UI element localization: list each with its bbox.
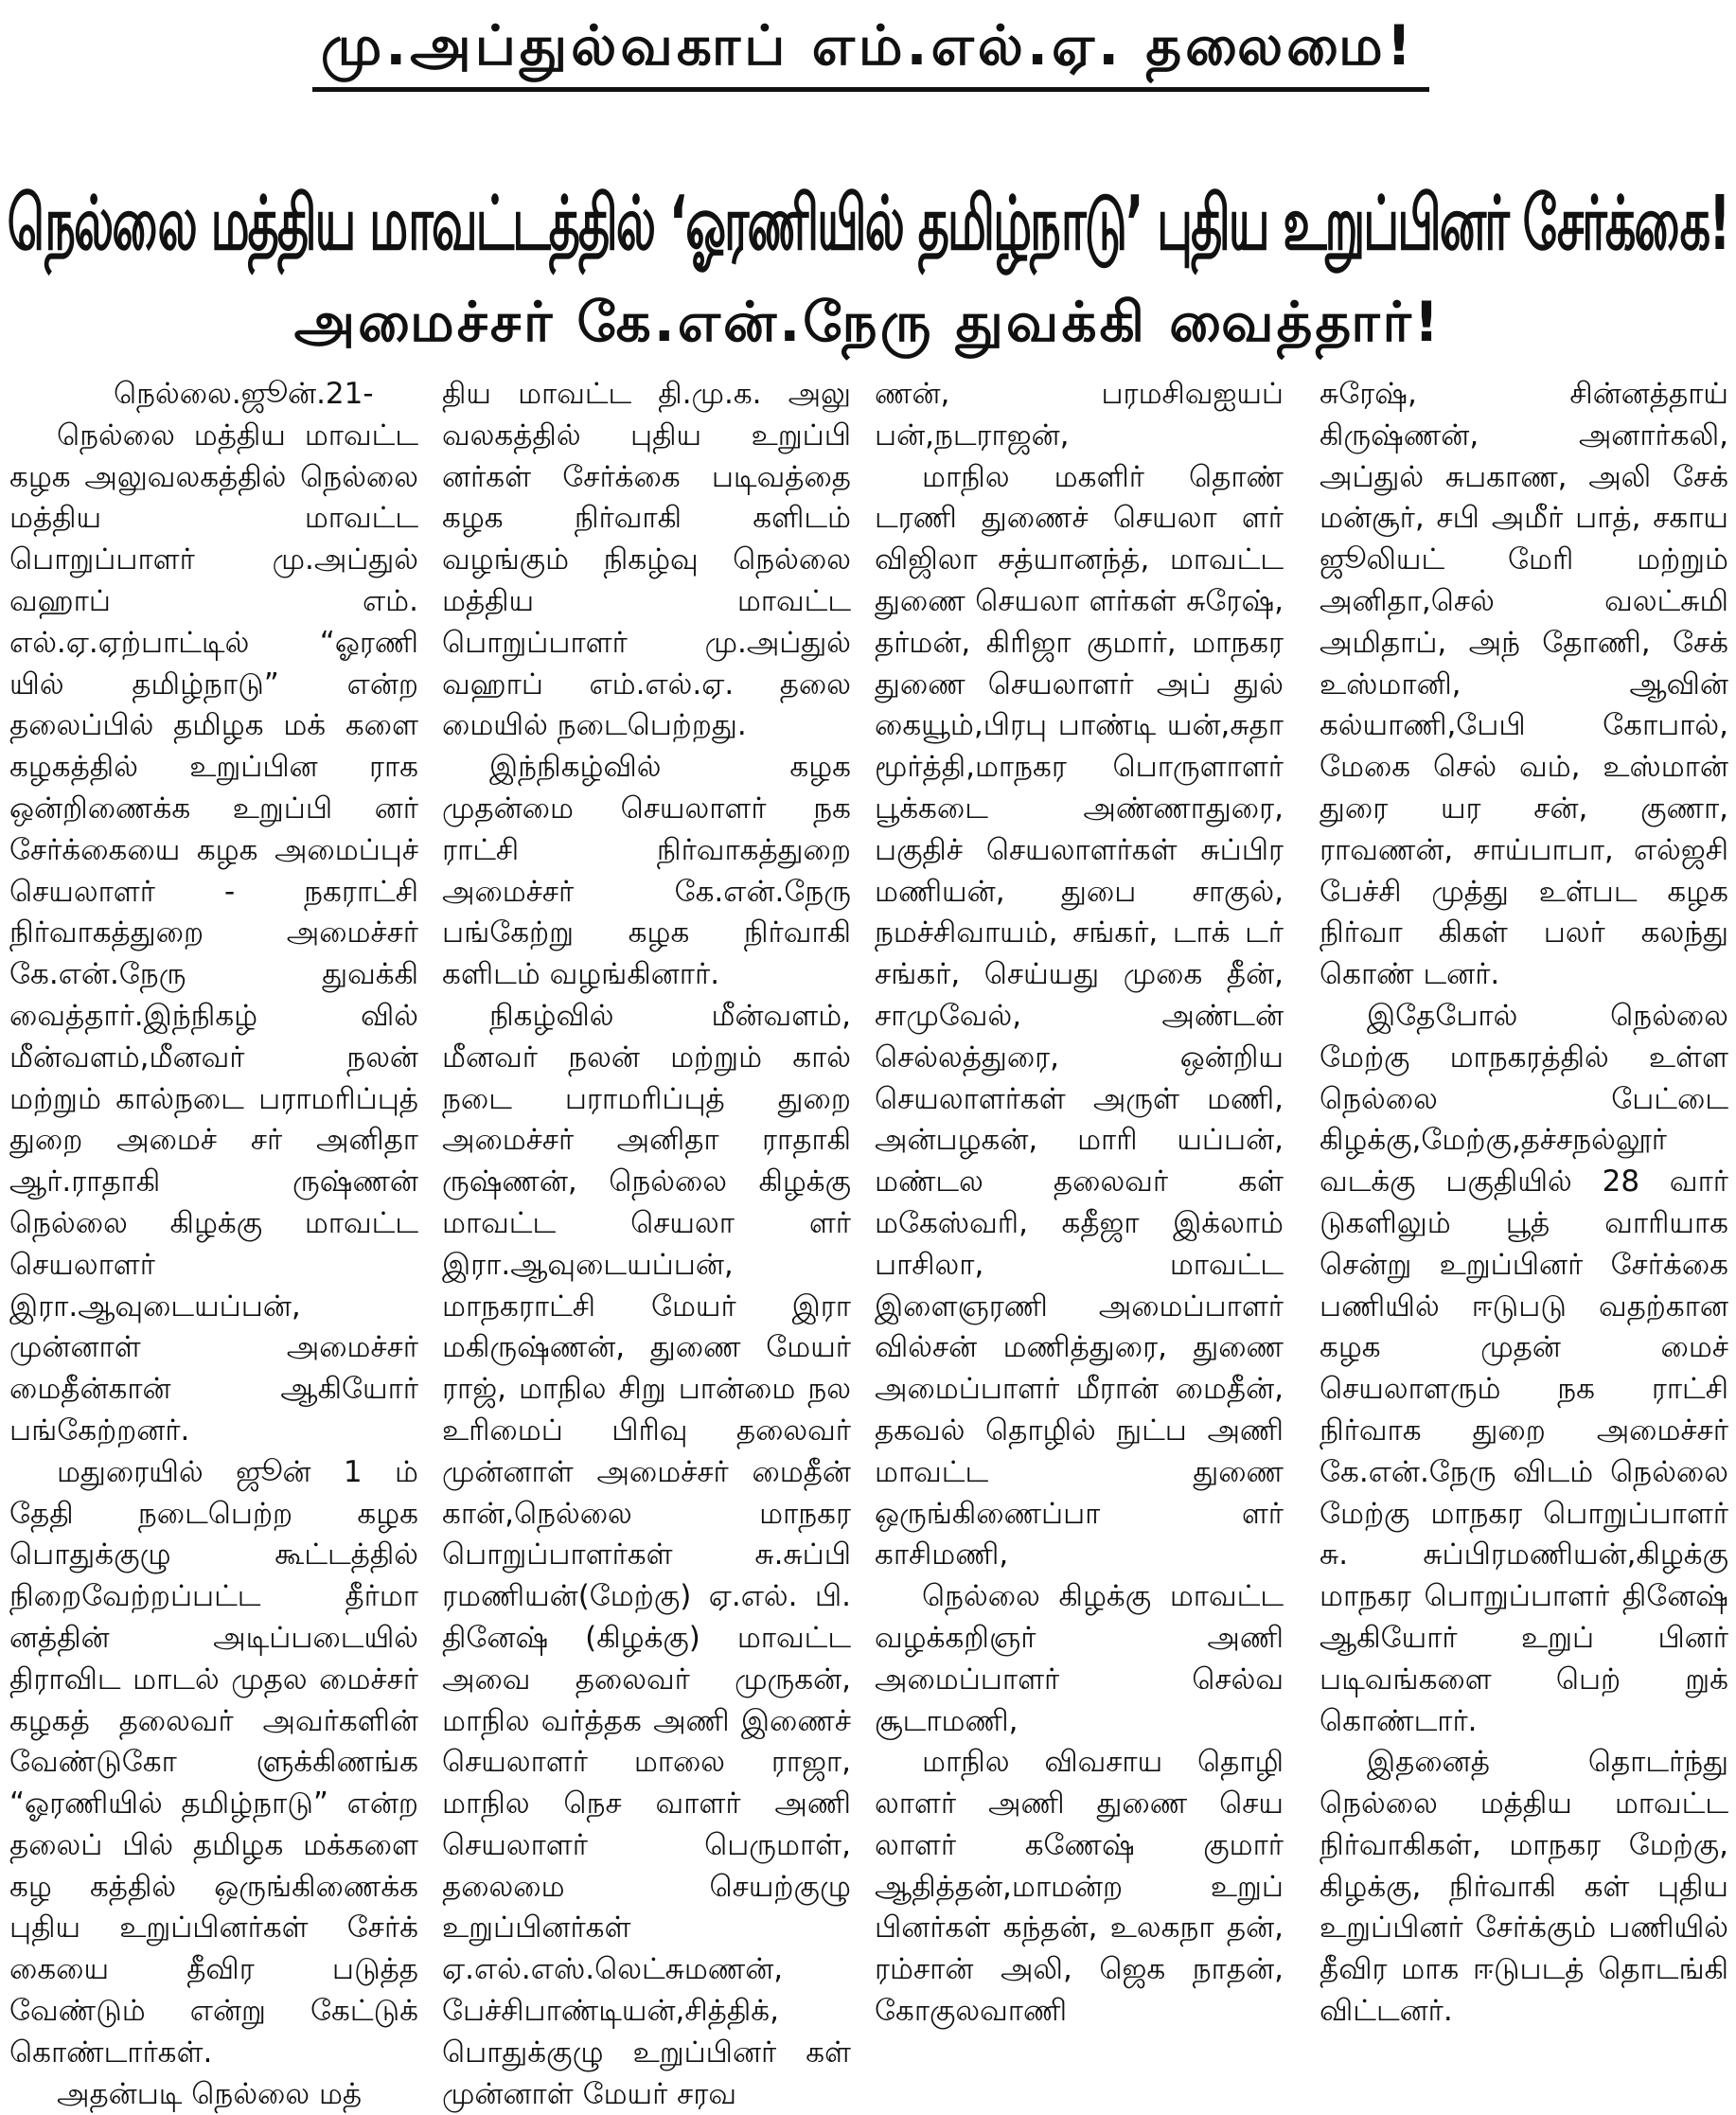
- article-body: [9, 374, 1728, 2111]
- paragraph: இந்நிகழ்வில் கழக முதன்மை செயலாளர் நக ராட்சி நிர்வாகத்துறை அமைச்சர் கே.என்.நேரு பங்கேற்று கழக நிர்வாகி களிடம் வழங்கினார்.: [442, 750, 851, 992]
- column-1: [9, 374, 418, 2111]
- column-3: [875, 374, 1284, 2069]
- paragraph: நிகழ்வில் மீன்வளம், மீனவர் நலன் மற்றும் கால் நடை பராமரிப்புத் துறை அமைச்சர் அனிதா ராதாகி ருஷ்ணன், நெல்லை கிழக்கு மாவட்ட செயலா ளர் இரா.ஆவுடையப்பன், மாநகராட்சி மேயர் இரா மகிருஷ்ணன், துணை மேயர் ராஜ், மாநில சிறு பான்மை நல உரிமைப் பிரிவு தலைவர் முன்னாள் அமைச்சர் மைதீன் கான்,நெல்லை மாநகர பொறுப்பாளர்கள் சு.சுப்பி ரமணியன்(மேற்கு) ஏ.எல். பி. தினேஷ் (கிழக்கு) மாவட்ட அவை தலைவர் முருகன், மாநில வர்த்தக அணி இணைச் செயலாளர் மாலை ராஜா, மாநில நெச வாளர் அணி செயலாளர் பெருமாள், தலைமை செயற்குழு உறுப்பினர்கள் ஏ.எல்.எஸ்.லெட்சுமணன், பேச்சிபாண்டியன்,சித்திக், பொதுக்குழு உறுப்பினர் கள் முன்னாள் மேயர் சரவ: [442, 998, 851, 2111]
- paragraph: மதுரையில் ஜூன் 1 ம் தேதி நடைபெற்ற கழக பொதுக்குழு கூட்டத்தில் நிறைவேற்றப்பட்ட தீர்மா னத்தின் அடிப்படையில் திராவிட மாடல் முதல மைச்சர் கழகத் தலைவர் அவர்களின் வேண்டுகோ ளுக்கிணங்க “ஓரணியில் தமிழ்நாடு” என்ற தலைப் பில் தமிழக மக்களை கழ கத்தில் ஒருங்கிணைக்க புதிய உறுப்பினர்கள் சேர்க் கையை தீவிர படுத்த வேண்டும் என்று கேட்டுக் கொண்டார்கள்.: [9, 1454, 418, 2070]
- main-headline: நெல்லை மத்திய மாவட்டத்தில் ‘ஓரணியில் தமிழ்நாடு’ புதிய உறுப்பினர் சேர்க்கை!: [7, 181, 1729, 269]
- subheadline: அமைச்சர் கே.என்.நேரு துவக்கி வைத்தார்!: [293, 290, 1443, 354]
- column-2: [442, 374, 851, 2111]
- paragraph: இதேபோல் நெல்லை மேற்கு மாநகரத்தில் உள்ள நெல்லை பேட்டை கிழக்கு,மேற்கு,தச்சநல்லூர் வடக்கு பகுதியில் 28 வார் டுகளிலும் பூத் வாரியாக சென்று உறுப்பினர் சேர்க்கை பணியில் ஈடுபடு வதற்கான கழக முதன் மைச் செயலாளரும் நக ராட்சி நிர்வாக துறை அமைச்சர் கே.என்.நேரு விடம் நெல்லை மேற்கு மாநகர பொறுப்பாளர் சு. சுப்பிரமணியன்,கிழக்கு மாநகர பொறுப்பாளர் தினேஷ் ஆகியோர் உறுப் பினர் படிவங்களை பெற் றுக் கொண்டார்.: [1320, 998, 1728, 1738]
- paragraph: ணன், பரமசிவஐயப் பன்,நடராஜன்,: [875, 377, 1284, 453]
- paragraph: அதன்படி நெல்லை மத்: [57, 2076, 363, 2111]
- paragraph: சுரேஷ், சின்னத்தாய் கிருஷ்ணன், அனார்கலி, அப்துல் சுபகாண, அலி சேக் மன்சூர், சபி அமீர் பாத், சகாய ஜூலியட் மேரி மற்றும் அனிதா,செல் வலட்சுமி அமிதாப், அந் தோணி, சேக் உஸ்மானி, ஆவின் கல்யாணி,பேபி கோபால், மேகை செல் வம், உஸ்மான் துரை யர சன், குணா, ராவணன், சாய்பாபா, எல்ஜசி பேச்சி முத்து உள்பட கழக நிர்வா கிகள் பலர் கலந்து கொண் டனர்.: [1320, 377, 1728, 992]
- paragraph: இதனைத் தொடர்ந்து நெல்லை மத்திய மாவட்ட நிர்வாகிகள், மாநகர மேற்கு, கிழக்கு, நிர்வாகி கள் புதிய உறுப்பினர் சேர்க்கும் பணியில் தீவிர மாக ஈடுபடத் தொடங்கி விட்டனர்.: [1320, 1745, 1728, 2029]
- dateline: நெல்லை.ஜூன்.21-: [114, 377, 374, 411]
- paragraph: நெல்லை மத்திய மாவட்ட கழக அலுவலகத்தில் நெல்லை மத்திய மாவட்ட பொறுப்பாளர் மு.அப்துல் வஹாப் எம். எல்.ஏ.ஏற்பாட்டில் “ஓரணி யில் தமிழ்நாடு” என்ற தலைப்பில் தமிழக மக் களை கழகத்தில் உறுப்பின ராக ஒன்றிணைக்க உறுப்பி னர் சேர்க்கையை கழக அமைப்புச் செயலாளர் - நகராட்சி நிர்வாகத்துறை அமைச்சர் கே.என்.நேரு துவக்கி வைத்தார்.இந்நிகழ் வில் மீன்வளம்,மீனவர் நலன் மற்றும் கால்நடை பராமரிப்புத் துறை அமைச் சர் அனிதா ஆர்.ராதாகி ருஷ்ணன் நெல்லை கிழக்கு மாவட்ட செயலாளர் இரா.ஆவுடையப்பன், முன்னாள் அமைச்சர் மைதீன்கான் ஆகியோர் பங்கேற்றனர்.: [9, 418, 418, 1448]
- paragraph: மாநில விவசாய தொழி லாளர் அணி துணை செய லாளர் கணேஷ் குமார் ஆதித்தன்,மாமன்ற உறுப் பினர்கள் கந்தன், உலகநா தன், ரம்சான் அலி, ஜெக நாதன், கோகுலவாணி: [875, 1745, 1284, 2029]
- paragraph: திய மாவட்ட தி.மு.க. அலு வலகத்தில் புதிய உறுப்பி னர்கள் சேர்க்கை படிவத்தை கழக நிர்வாகி களிடம் வழங்கும் நிகழ்வு நெல்லை மத்திய மாவட்ட பொறுப்பாளர் மு.அப்துல் வஹாப் எம்.எல்.ஏ. தலை மையில் நடைபெற்றது.: [442, 377, 851, 743]
- kicker-headline: மு.அப்துல்வகாப் எம்.எல்.ஏ. தலைமை!: [320, 13, 1416, 78]
- paragraph: நெல்லை கிழக்கு மாவட்ட வழக்கறிஞர் அணி அமைப்பாளர் செல்வ சூடாமணி,: [875, 1579, 1284, 1738]
- kicker-underline: [312, 87, 1429, 92]
- paragraph: மாநில மகளிர் தொண் டரணி துணைச் செயலா ளர் விஜிலா சத்யானந்த், மாவட்ட துணை செயலா ளர்கள் சுரேஷ், தர்மன், கிரிஜா குமார், மாநகர துணை செயலாளர் அப் துல் கையூம்,பிரபு பாண்டி யன்,சுதா மூர்த்தி,மாநகர பொருளாளர் பூக்கடை அண்ணாதுரை, பகுதிச் செயலாளர்கள் சுப்பிர மணியன், துபை சாகுல், நமச்சிவாயம், சங்கர், டாக் டர் சங்கர், செய்யது முகை தீன், சாமுவேல், அண்டன் செல்லத்துரை, ஒன்றிய செயலாளர்கள் அருள் மணி, அன்பழகன், மாரி யப்பன், மண்டல தலைவர் கள் மகேஸ்வரி, கதீஜா இக்லாம் பாசிலா, மாவட்ட இளைஞரணி அமைப்பாளர் வில்சன் மணித்துரை, துணை அமைப்பாளர் மீரான் மைதீன், தகவல் தொழில் நுட்ப அணி மாவட்ட துணை ஒருங்கிணைப்பா ளர் காசிமணி,: [875, 459, 1284, 1573]
- column-4: [1320, 374, 1728, 2069]
